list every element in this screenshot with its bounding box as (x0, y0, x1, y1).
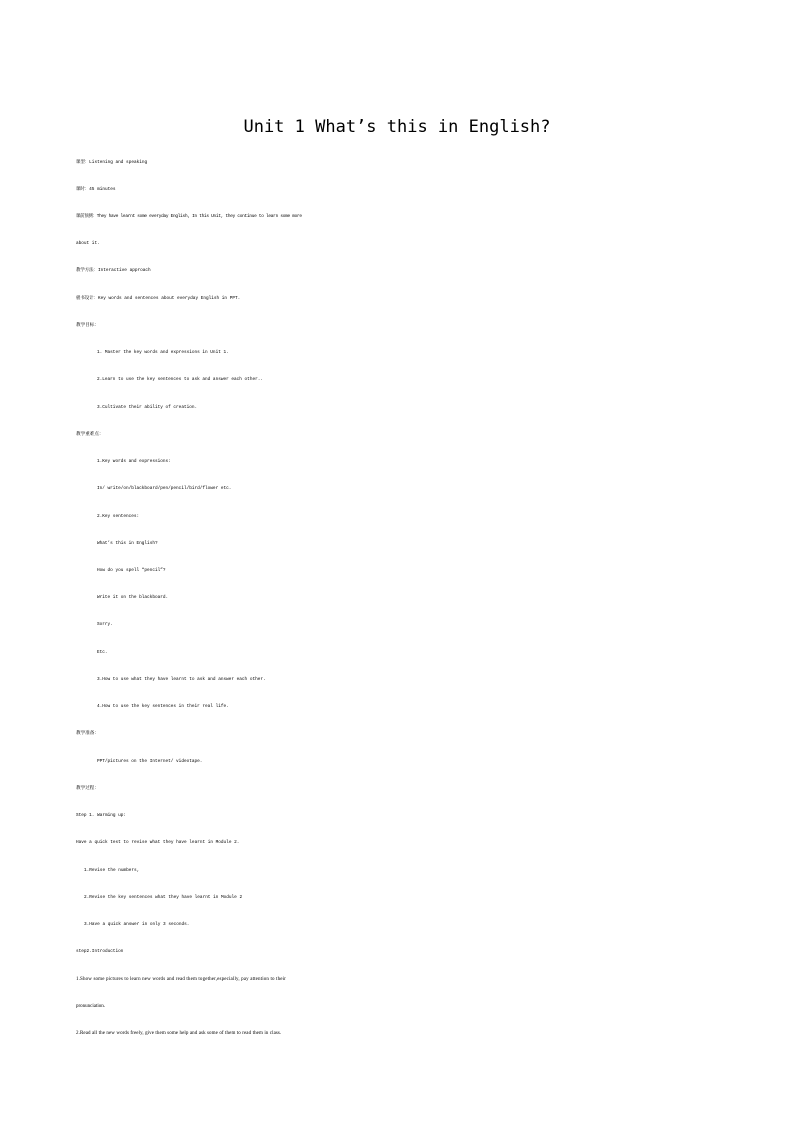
pre-class-prediction-cont: about it. (76, 241, 100, 246)
lesson-duration: 课时：45 minutes (76, 187, 116, 192)
key-point-item: 4.How to use the key sentences in their real life. (97, 704, 229, 709)
process-heading: 教学过程： (76, 786, 99, 791)
board-design: 板书设计：Key words and sentences about everyday English in PPT. (76, 296, 241, 301)
lesson-type: 课型：Listening and speaking (76, 160, 148, 165)
step-1-item: 2.Revise the key sentences what they have learnt in Module 2 (84, 895, 243, 900)
preparation-item: PPT/pictures on the Internet/ videotape. (97, 759, 203, 764)
key-point-item: 3.How to use what they have learnt to ask and answer each other. (97, 677, 266, 682)
step-1-description: Have a quick test to revise what they have learnt in Module 2. (76, 840, 240, 845)
step-2-item: 2.Read all the new words freely, give them some help and ask some of them to read them in class. (76, 1031, 282, 1036)
key-sentence: Sorry. (97, 622, 113, 627)
key-point-item: 1.Key words and expressions: (97, 459, 171, 464)
objective-item: 1. Master the key words and expressions in Unit 1. (97, 350, 229, 355)
step-1-heading: Step 1. Warming up: (76, 813, 127, 818)
step-2-item-cont: pronunciation. (76, 1004, 106, 1009)
key-sentence: How do you spell “pencil”? (97, 568, 166, 573)
preparation-heading: 教学准备： (76, 731, 99, 736)
step-2-heading: step2.Introduction (76, 949, 124, 954)
teaching-method: 教学方法：Interactive approach (76, 268, 151, 273)
key-sentence: Etc. (97, 650, 108, 655)
key-point-item: 2.Key sentences: (97, 514, 140, 519)
objective-item: 3.Cultivate their ability of creation. (97, 405, 198, 410)
key-sentence: What’s this in English? (97, 541, 158, 546)
objective-item: 2.Learn to use the key sentences to ask and answer each other.. (97, 377, 263, 382)
pre-class-prediction: 课前预测：They have learnt some everyday English, In this Unit, they continue to learn some more (76, 214, 302, 219)
key-points-heading: 教学重难点： (76, 432, 104, 437)
step-2-item: 1.Show some pictures to learn new words and read them together,especially, pay attention to their (76, 977, 286, 982)
key-point-item: In/ write/on/blackboard/pen/pencil/bird/flower etc. (97, 486, 232, 491)
document-title: Unit 1 What’s this in English? (243, 117, 551, 137)
step-1-item: 1.Revise the numbers, (84, 868, 140, 873)
step-1-item: 3.Have a quick answer in only 3 seconds. (84, 922, 190, 927)
teaching-objectives-heading: 教学目标： (76, 323, 99, 328)
key-sentence: Write it on the blackboard. (97, 595, 169, 600)
